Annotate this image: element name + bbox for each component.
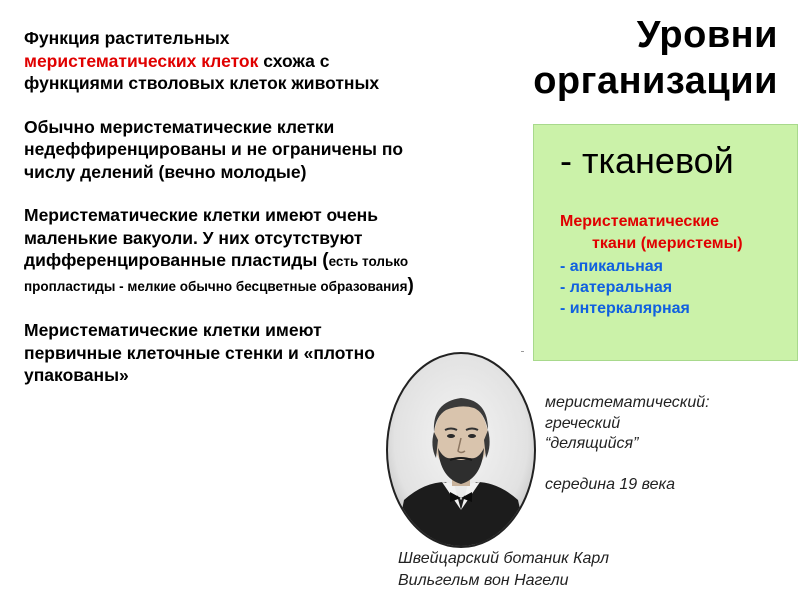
left-text-block	[24, 27, 419, 408]
caption-line-1: Швейцарский ботаник Карл	[398, 550, 609, 567]
etymology-note	[545, 393, 785, 495]
list-item: - латеральная	[560, 279, 673, 296]
slide-title	[448, 12, 778, 104]
paragraph-vacuoles	[24, 204, 419, 298]
box-heading: - тканевой	[560, 140, 734, 181]
p1-text-start: Функция растительных	[24, 28, 230, 48]
paragraph-function	[24, 27, 419, 95]
p3-small-note: есть только пропластиды - мелкие обычно бесцветные образования	[24, 254, 409, 294]
title-line-1: Уровни	[636, 14, 778, 56]
p3-paren-close: )	[407, 274, 414, 296]
caption-line-2: Вильгельм вон Нагели	[398, 572, 569, 589]
list-item: - интеркалярная	[560, 300, 690, 317]
meristem-types-list	[560, 256, 690, 319]
p1-highlight: меристематических клеток	[24, 50, 259, 71]
portrait-caption	[398, 548, 728, 592]
naegeli-portrait-image	[384, 350, 539, 550]
paragraph-undifferentiated: Обычно меристематические клетки недеффиренцированы и не ограничены по числу делений (вечно молодые)	[24, 116, 404, 182]
paragraph-cell-walls: Меристематические клетки имеют первичные клеточные стенки и «плотно упакованы»	[24, 320, 375, 385]
etym-term: меристематический:	[545, 394, 710, 411]
etym-origin: греческий	[545, 414, 621, 432]
etym-meaning: “делящийся”	[545, 435, 639, 452]
etym-date: середина 19 века	[545, 475, 675, 493]
p3-main: Меристематические клетки имеют очень маленькие вакуоли. У них отсутствуют дифференцированные пластиды	[24, 205, 379, 270]
p1-text-end: схожа с функциями стволовых клеток животных	[24, 50, 380, 93]
list-item: - апикальная	[560, 258, 663, 275]
title-line-2: организации	[533, 60, 778, 102]
tissue-level-box	[533, 124, 798, 361]
p3-paren-open: (	[322, 250, 329, 271]
box-meristem-label-2: ткани (меристемы)	[592, 235, 743, 252]
box-meristem-label-1: Меристематические	[560, 213, 720, 230]
